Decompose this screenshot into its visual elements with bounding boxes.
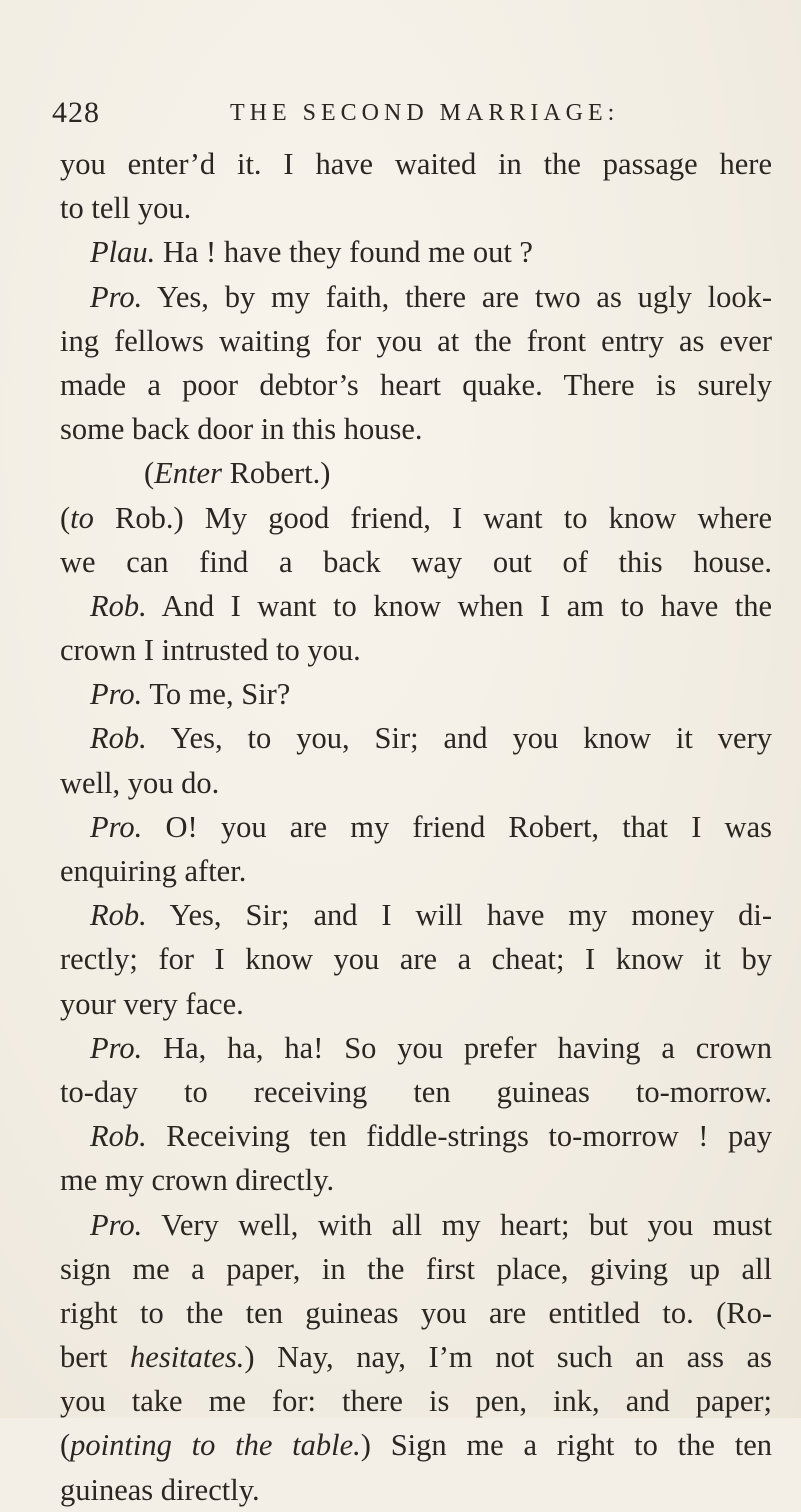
text-line [60,186,772,230]
text-line [60,628,772,672]
text-line [60,937,772,981]
text-segment: Yes, by my faith, there are two as ugly look- [142,279,772,314]
text-segment: your very face. [60,986,244,1021]
play-text [60,142,772,1512]
text-segment: Yes, Sir; and I will have my money di- [146,898,772,933]
text-segment: bert [60,1340,131,1375]
text-line [60,1026,772,1070]
text-line [60,761,772,805]
text-line [60,849,772,893]
text-line [60,1291,772,1335]
stage-direction: Enter [154,456,222,491]
stage-direction: to [70,500,94,535]
text-line [60,407,772,451]
stage-direction: pointing to the table. [70,1428,361,1463]
text-segment: ( [144,456,155,491]
page-number: 428 [52,96,100,129]
text-segment: crown I intrusted to you. [60,633,361,668]
text-line [60,230,772,274]
speaker-name: Pro. [90,279,143,314]
running-head: THE SECOND MARRIAGE: [230,100,620,126]
text-segment: you take me for: there is pen, ink, and paper; [60,1384,772,1419]
text-segment: some back door in this house. [60,412,423,447]
text-segment: And I want to know when I am to have the [146,588,772,623]
text-line [60,716,772,760]
text-line [60,1158,772,1202]
text-segment: To me, Sir? [142,677,291,712]
text-line [60,1114,772,1158]
text-segment: Rob.) My good friend, I want to know where [93,500,772,535]
text-segment: rectly; for I know you are a cheat; I know it by [60,942,772,977]
text-segment: made a poor debtor’s heart quake. There is surely [60,367,772,402]
text-line [60,1335,772,1379]
speaker-name: Pro. [90,1030,143,1065]
text-line [60,893,772,937]
text-line [60,496,772,540]
text-segment: Robert.) [221,456,331,491]
speaker-name: Pro. [90,677,143,712]
speaker-name: Rob. [90,898,147,933]
text-line [60,982,772,1026]
text-segment: ) Sign me a right to the ten [360,1428,772,1463]
text-line [60,142,772,186]
text-segment: ing fellows waiting for you at the front entry as ever [60,323,772,358]
text-line [60,1247,772,1291]
text-segment: to-day to receiving ten guineas to-morrow. [60,1074,772,1109]
text-line [60,1423,772,1467]
text-segment: Receiving ten fiddle-strings to-morrow ! pay [146,1119,772,1154]
text-segment: sign me a paper, in the first place, giving up all [60,1251,772,1286]
text-line [60,451,772,495]
text-line [60,540,772,584]
text-line [60,584,772,628]
text-line [60,1203,772,1247]
text-segment: Ha, ha, ha! So you prefer having a crown [142,1030,772,1065]
speaker-name: Rob. [90,721,147,756]
speaker-name: Pro. [90,1207,143,1242]
text-line [60,319,772,363]
text-segment: we can find a back way out of this house. [60,544,772,579]
text-segment: enquiring after. [60,854,247,888]
text-segment: Very well, with all my heart; but you must [142,1207,772,1242]
text-segment: ( [60,500,71,535]
text-segment: guineas directly. [60,1472,260,1507]
text-segment: well, you do. [60,765,220,800]
speaker-name: Pro. [90,809,143,844]
text-segment: Ha ! have they found me out ? [155,235,533,270]
text-line [60,363,772,407]
text-segment: O! you are my friend Robert, that I was [142,809,772,844]
text-segment: Yes, to you, Sir; and you know it very [146,721,772,756]
speaker-name: Rob. [90,1119,147,1154]
text-segment: ) Nay, nay, I’m not such an ass as [244,1340,772,1375]
text-segment: me my crown directly. [60,1163,335,1198]
text-segment: you enter’d it. I have waited in the passage here [60,147,772,181]
speaker-name: Plau. [90,235,156,270]
text-segment: to tell you. [60,191,192,226]
text-line [60,805,772,849]
text-line [60,1379,772,1423]
text-line [60,1468,772,1512]
text-segment: ( [60,1428,71,1463]
text-line [60,672,772,716]
text-line [60,275,772,319]
page-header [52,96,772,136]
text-segment: right to the ten guineas you are entitled to. (Ro- [60,1295,772,1330]
stage-direction: hesitates. [130,1340,245,1375]
text-line [60,1070,772,1114]
speaker-name: Rob. [90,588,147,623]
